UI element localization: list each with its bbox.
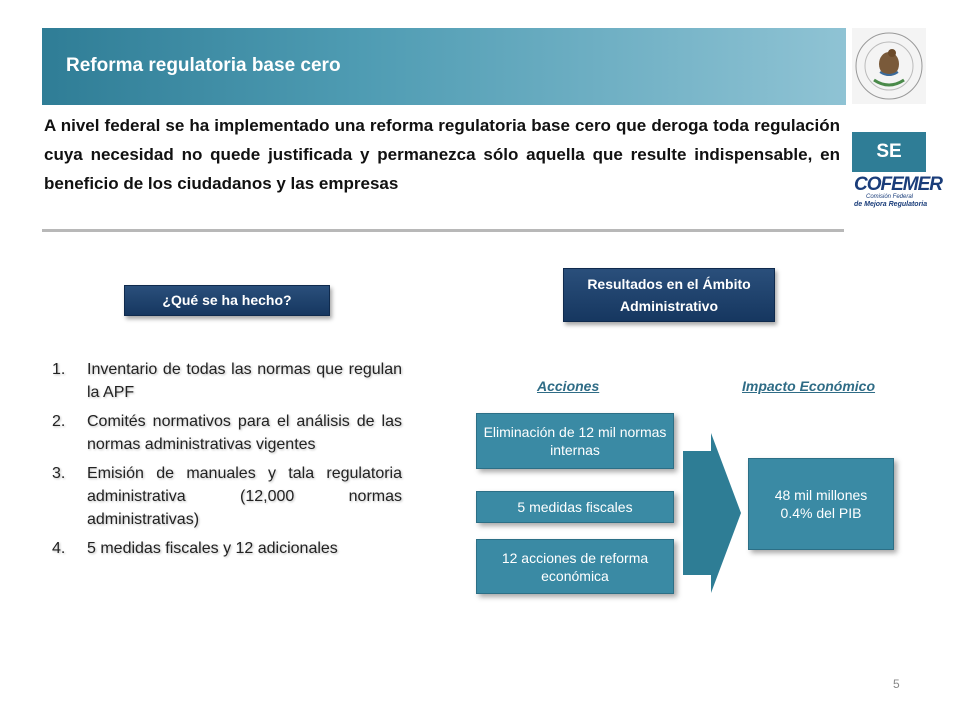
list-item-text: Inventario de todas las normas que regulan la APF <box>87 361 402 401</box>
impacto-label: Impacto Económico <box>742 378 876 394</box>
list-item-text: 5 medidas fiscales y 12 adicionales <box>87 540 338 557</box>
list-item-number: 1. <box>52 361 66 378</box>
intro-paragraph: A nivel federal se ha implementado una reforma regulatoria base cero que deroga toda regulación cuya necesidad no quede justificada y permanezca sólo aquella que resulte indispensable, en beneficio de los ciudadanos y las empresas <box>44 116 840 193</box>
cofemer-subtitle: Comisión Federal <box>866 194 914 200</box>
action-box-reforma: 12 acciones de reforma económica <box>476 539 674 594</box>
se-logo: SE <box>852 132 926 172</box>
action-box-medidas: 5 medidas fiscales <box>476 491 674 523</box>
list-item-number: 2. <box>52 413 66 430</box>
cofemer-wordmark: COFEMER <box>854 174 942 195</box>
list-item-number: 4. <box>52 540 66 557</box>
list-item-number: 3. <box>52 465 66 482</box>
list-item <box>52 537 402 560</box>
mexico-seal-icon <box>852 28 926 104</box>
results-heading: Resultados en el Ámbito Administrativo <box>563 268 775 322</box>
acciones-label: Acciones <box>537 378 600 394</box>
list-item-text: Emisión de manuales y tala regulatoria administrativa (12,000 normas administrativas) <box>87 465 402 528</box>
page-number: 5 <box>893 677 900 691</box>
what-done-heading: ¿Qué se ha hecho? <box>124 285 330 316</box>
list-item <box>52 462 402 531</box>
list-item <box>52 410 402 456</box>
cofemer-subtitle-2: de Mejora Regulatoria <box>854 201 928 208</box>
title-banner <box>42 28 846 105</box>
logo-panel <box>852 28 942 208</box>
cofemer-logo <box>852 174 942 214</box>
action-box-normas: Eliminación de 12 mil normas internas <box>476 413 674 469</box>
list-item-text: Comités normativos para el análisis de las normas administrativas vigentes <box>87 413 402 453</box>
slide-title: Reforma regulatoria base cero <box>66 55 341 76</box>
list-item <box>52 358 402 404</box>
right-arrow-icon <box>683 433 743 593</box>
actions-list <box>52 358 402 566</box>
separator-line <box>42 229 844 232</box>
impact-box: 48 mil millones 0.4% del PIB <box>748 458 894 550</box>
